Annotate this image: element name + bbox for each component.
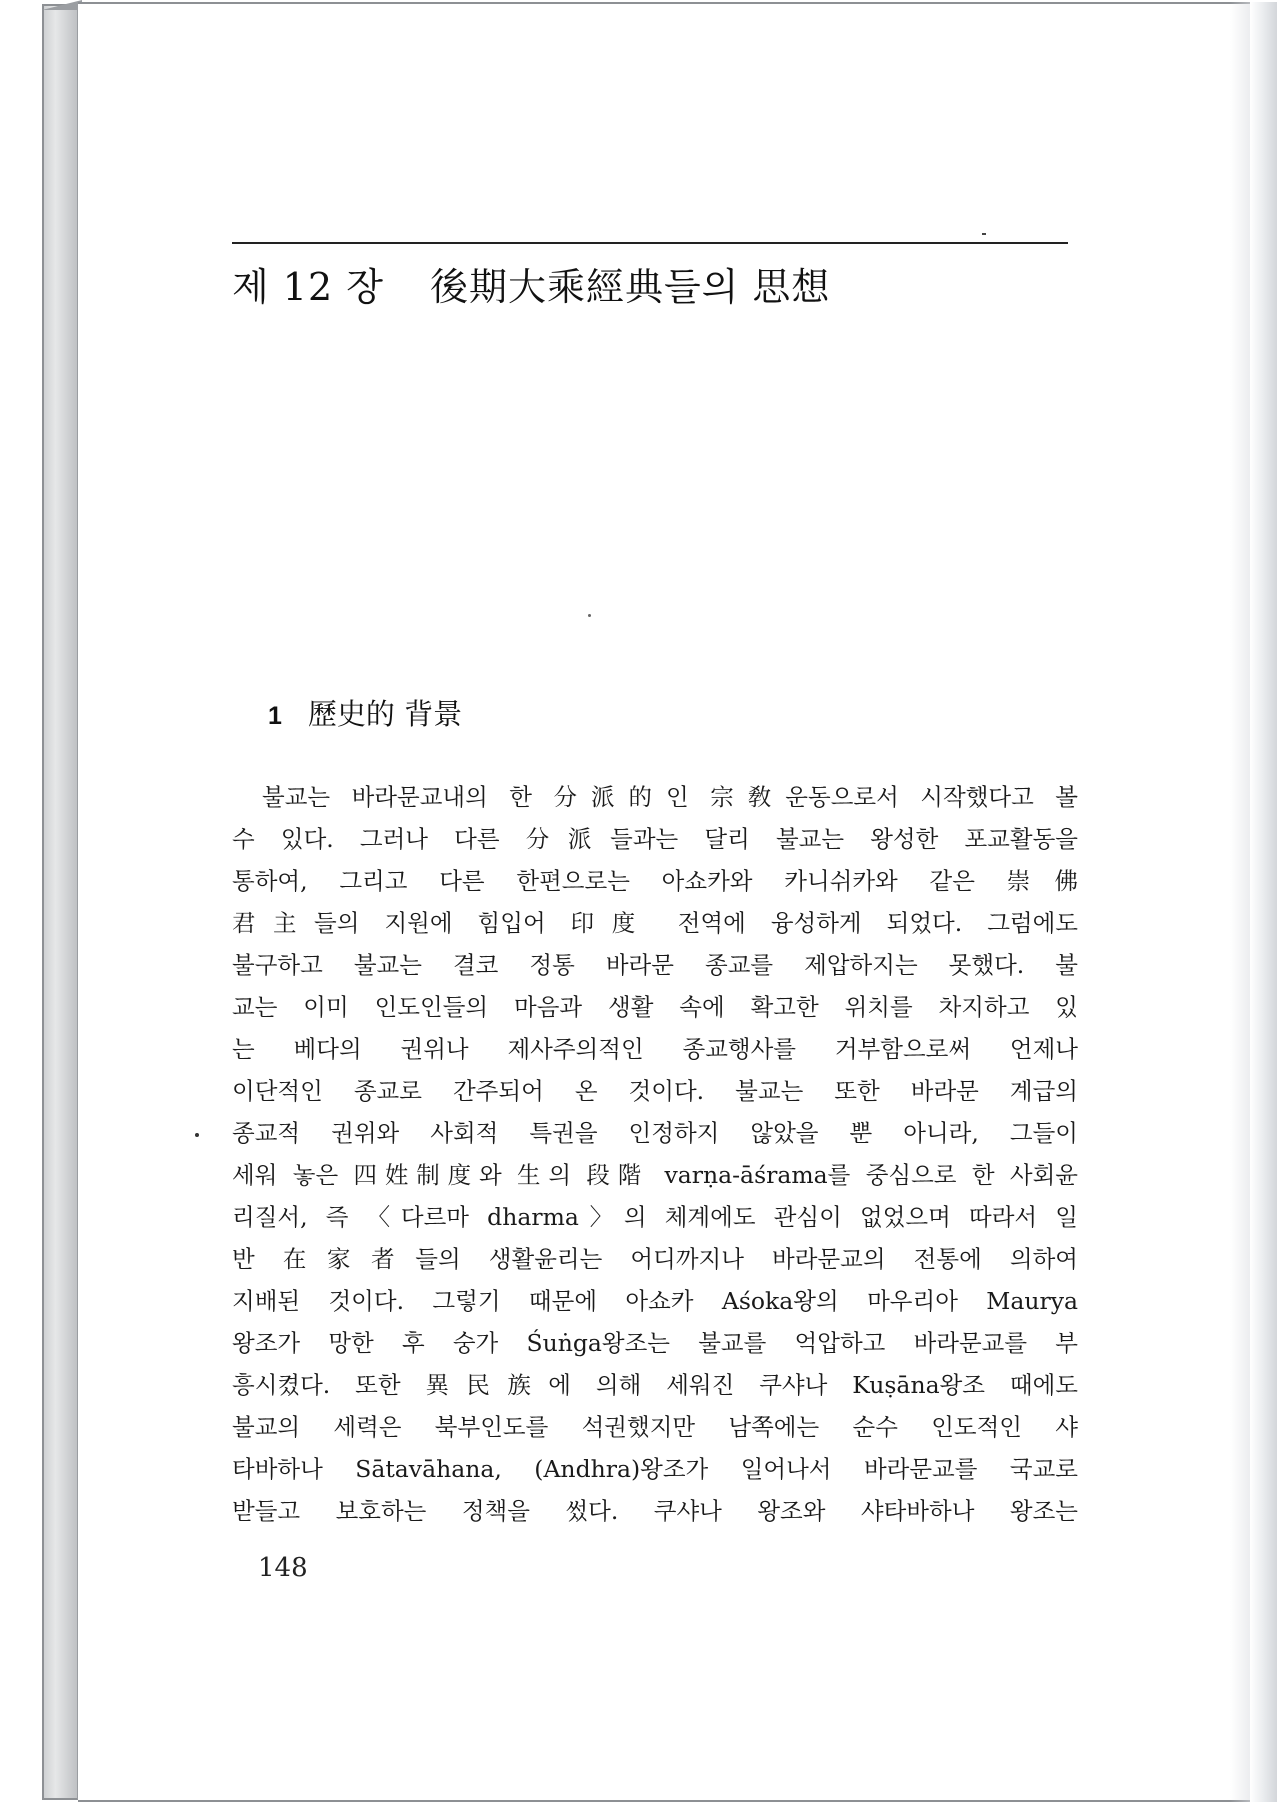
body-line: 받들고 보호하는 정책을 썼다. 쿠샤나 왕조와 샤타바하나 왕조는 bbox=[232, 1497, 1078, 1525]
book-spine bbox=[42, 4, 78, 1800]
body-line: 는 베다의 권위나 제사주의적인 종교행사를 거부함으로써 언제나 bbox=[232, 1035, 1078, 1063]
body-line: 리질서, 즉 〈다르마 dharma〉의 체계에도 관심이 없었으며 따라서 일 bbox=[232, 1203, 1078, 1231]
scan-speck bbox=[982, 233, 986, 235]
body-line: 타바하나 Sātavāhana, (Andhra)왕조가 일어나서 바라문교를 국교로 bbox=[232, 1455, 1078, 1483]
chapter-title bbox=[232, 256, 830, 311]
chapter-rule bbox=[232, 242, 1068, 244]
body-line: 반 在家者들의 생활윤리는 어디까지나 바라문교의 전통에 의하여 bbox=[232, 1245, 1078, 1273]
body-line: 불교의 세력은 북부인도를 석권했지만 남쪽에는 순수 인도적인 샤 bbox=[232, 1413, 1078, 1441]
body-line: 흥시켰다. 또한 異民族에 의해 세워진 쿠샤나 Kuṣāna왕조 때에도 bbox=[232, 1371, 1078, 1399]
chapter-title-text: 後期大乘經典들의 思想 bbox=[429, 265, 831, 309]
body-text bbox=[232, 776, 1078, 1532]
chapter-number-label: 제 12 장 bbox=[232, 265, 384, 309]
page-shadow bbox=[1230, 2, 1252, 1802]
page-number: 148 bbox=[258, 1553, 308, 1583]
page-edge bbox=[1250, 2, 1277, 1802]
body-line: 지배된 것이다. 그렇기 때문에 아쇼카 Aśoka왕의 마우리아 Maurya bbox=[232, 1287, 1078, 1315]
section-heading bbox=[268, 692, 462, 733]
section-title: 歷史的 背景 bbox=[307, 697, 463, 731]
body-line: 교는 이미 인도인들의 마음과 생활 속에 확고한 위치를 차지하고 있 bbox=[232, 993, 1078, 1021]
body-line: 왕조가 망한 후 숭가 Śuṅga왕조는 불교를 억압하고 바라문교를 부 bbox=[232, 1329, 1078, 1357]
scan-speck bbox=[588, 614, 591, 617]
body-line: 불교는 바라문교내의 한 分派的인 宗敎운동으로서 시작했다고 볼 bbox=[262, 783, 1078, 811]
section-number: 1 bbox=[268, 702, 282, 730]
body-line: 이단적인 종교로 간주되어 온 것이다. 불교는 또한 바라문 계급의 bbox=[232, 1077, 1078, 1105]
scan-speck bbox=[195, 1133, 199, 1137]
body-line: 통하여, 그리고 다른 한편으로는 아쇼카와 카니쉬카와 같은 崇佛 bbox=[232, 867, 1078, 895]
body-line: 수 있다. 그러나 다른 分派들과는 달리 불교는 왕성한 포교활동을 bbox=[232, 825, 1078, 853]
body-line: 세워 놓은 四姓制度와 生의 段階 varṇa-āśrama를 중심으로 한 사회윤 bbox=[232, 1161, 1078, 1189]
body-line: 불구하고 불교는 결코 정통 바라문 종교를 제압하지는 못했다. 불 bbox=[232, 951, 1078, 979]
body-line: 君主들의 지원에 힘입어 印度 전역에 융성하게 되었다. 그럼에도 bbox=[232, 909, 1078, 937]
body-line: 종교적 권위와 사회적 특권을 인정하지 않았을 뿐 아니라, 그들이 bbox=[232, 1119, 1078, 1147]
